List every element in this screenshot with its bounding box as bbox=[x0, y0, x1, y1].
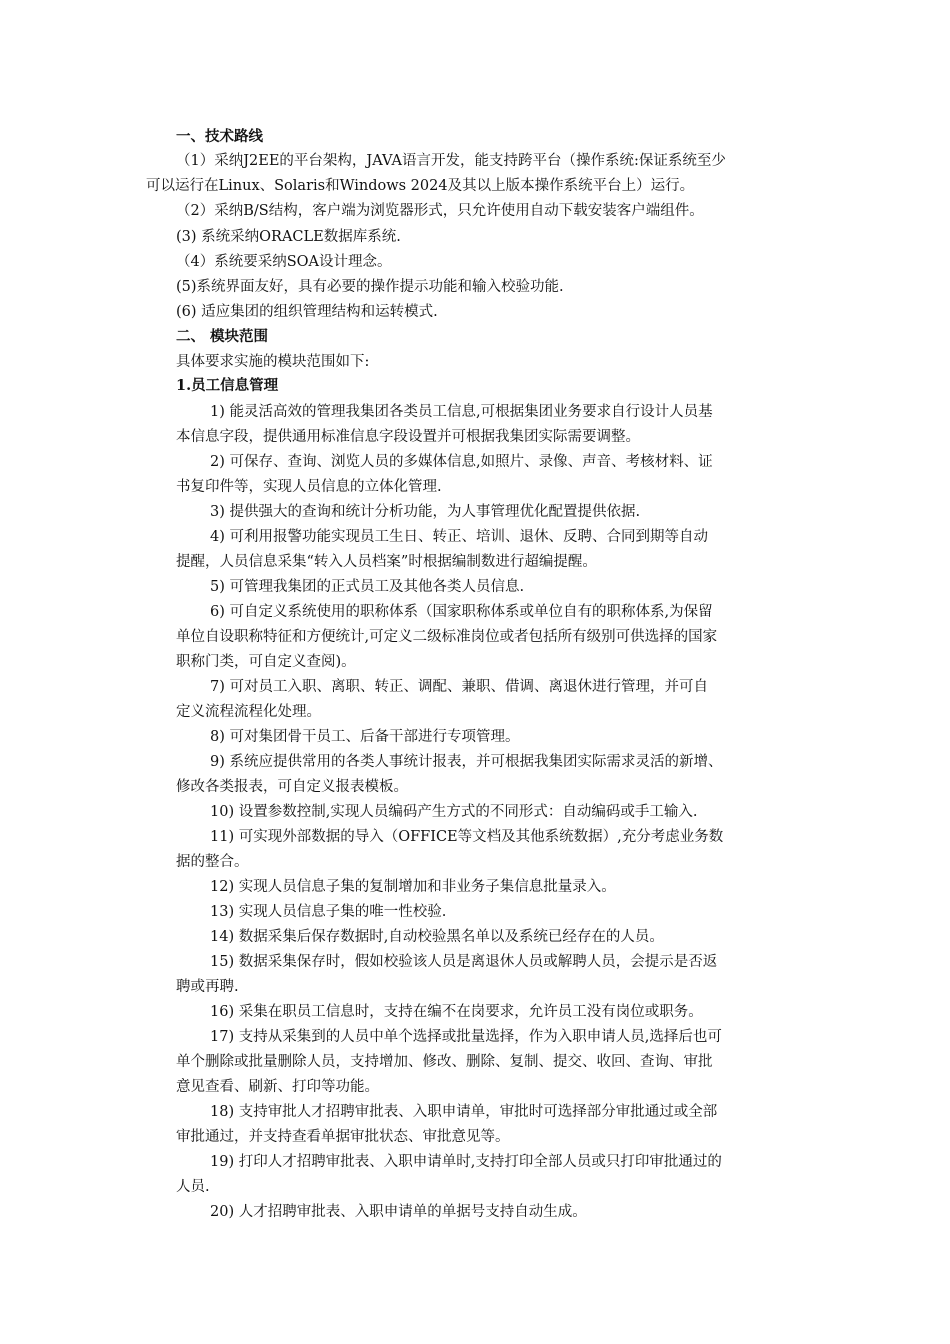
list-item-line: 定义流程流程化处理。 bbox=[176, 704, 321, 720]
list-item-line: 书复印件等，实现人员信息的立体化管理. bbox=[176, 479, 442, 495]
list-item-line: 人员. bbox=[176, 1179, 210, 1195]
list-item-line: 6) 可自定义系统使用的职称体系（国家职称体系或单位自有的职称体系,为保留 bbox=[210, 604, 713, 620]
section-heading-tech-route: 一、技术路线 bbox=[176, 128, 263, 145]
list-item-line: 审批通过，并支持查看单据审批状态、审批意见等。 bbox=[176, 1129, 510, 1145]
list-item-line: 2) 可保存、查询、浏览人员的多媒体信息,如照片、录像、声音、考核材料、证 bbox=[210, 454, 713, 470]
list-item-line: 12) 实现人员信息子集的复制增加和非业务子集信息批量录入。 bbox=[210, 879, 616, 895]
list-item-line: 本信息字段，提供通用标准信息字段设置并可根据我集团实际需要调整。 bbox=[176, 429, 640, 445]
paragraph-line: (3) 系统采纳ORACLE数据库系统. bbox=[176, 229, 401, 245]
list-item-line: 单个删除或批量删除人员，支持增加、修改、删除、复制、提交、收回、查询、审批 bbox=[176, 1054, 713, 1070]
list-item-line: 15) 数据采集保存时，假如校验该人员是离退休人员或解聘人员，会提示是否返 bbox=[210, 954, 718, 970]
paragraph-line: 可以运行在Linux、Solaris和Windows 2024及其以上版本操作系统平台上）运行。 bbox=[146, 178, 695, 194]
list-item-line: 11) 可实现外部数据的导入（OFFICE等文档及其他系统数据）,充分考虑业务数 bbox=[210, 829, 724, 845]
list-item-line: 据的整合。 bbox=[176, 854, 249, 870]
list-item-line: 19) 打印人才招聘审批表、入职申请单时,支持打印全部人员或只打印审批通过的 bbox=[210, 1154, 722, 1170]
list-item-line: 8) 可对集团骨干员工、后备干部进行专项管理。 bbox=[210, 729, 520, 745]
list-item-line: 5) 可管理我集团的正式员工及其他各类人员信息. bbox=[210, 579, 525, 595]
list-item-line: 聘或再聘. bbox=[176, 979, 239, 995]
list-item-line: 18) 支持审批人才招聘审批表、入职申请单，审批时可选择部分审批通过或全部 bbox=[210, 1104, 718, 1120]
paragraph-line: (5)系统界面友好，具有必要的操作提示功能和输入校验功能. bbox=[176, 279, 564, 295]
list-item-line: 修改各类报表，可自定义报表模板。 bbox=[176, 779, 408, 795]
list-item-line: 17) 支持从采集到的人员中单个选择或批量选择，作为入职申请人员,选择后也可 bbox=[210, 1029, 722, 1045]
list-item-line: 9) 系统应提供常用的各类人事统计报表，并可根据我集团实际需求灵活的新增、 bbox=[210, 754, 723, 770]
intro-line: 具体要求实施的模块范围如下: bbox=[176, 354, 370, 370]
list-item-line: 1) 能灵活高效的管理我集团各类员工信息,可根据集团业务要求自行设计人员基 bbox=[210, 404, 713, 420]
list-item-line: 13) 实现人员信息子集的唯一性校验. bbox=[210, 904, 447, 920]
list-item-line: 14) 数据采集后保存数据时,自动校验黑名单以及系统已经存在的人员。 bbox=[210, 929, 664, 945]
list-item-line: 16) 采集在职员工信息时，支持在编不在岗要求，允许员工没有岗位或职务。 bbox=[210, 1004, 703, 1020]
list-item-line: 4) 可利用报警功能实现员工生日、转正、培训、退休、反聘、合同到期等自动 bbox=[210, 529, 708, 545]
list-item-line: 意见查看、刷新、打印等功能。 bbox=[176, 1079, 379, 1095]
paragraph-line: （2）采纳B/S结构，客户端为浏览器形式，只允许使用自动下载安装客户端组件。 bbox=[176, 203, 704, 219]
list-item-line: 职称门类，可自定义查阅)。 bbox=[176, 654, 356, 670]
section-heading-module-scope: 二、 模块范围 bbox=[176, 328, 269, 345]
paragraph-line: (6) 适应集团的组织管理结构和运转模式. bbox=[176, 304, 438, 320]
paragraph-line: （1）采纳J2EE的平台架构，JAVA语言开发，能支持跨平台（操作系统:保证系统至少 bbox=[176, 153, 726, 169]
list-item-line: 10) 设置参数控制,实现人员编码产生方式的不同形式：自动编码或手工输入. bbox=[210, 804, 698, 820]
list-item-line: 7) 可对员工入职、离职、转正、调配、兼职、借调、离退休进行管理，并可自 bbox=[210, 679, 708, 695]
list-item-line: 20) 人才招聘审批表、入职申请单的单据号支持自动生成。 bbox=[210, 1204, 587, 1220]
list-item-line: 3) 提供强大的查询和统计分析功能，为人事管理优化配置提供依据. bbox=[210, 504, 641, 520]
list-item-line: 提醒，人员信息采集“转入人员档案”时根据编制数进行超编提醒。 bbox=[176, 554, 597, 570]
subsection-heading-employee-info: 1.员工信息管理 bbox=[176, 377, 279, 394]
paragraph-line: （4）系统要采纳SOA设计理念。 bbox=[176, 254, 392, 270]
list-item-line: 单位自设职称特征和方便统计,可定义二级标准岗位或者包括所有级别可供选择的国家 bbox=[176, 629, 718, 645]
